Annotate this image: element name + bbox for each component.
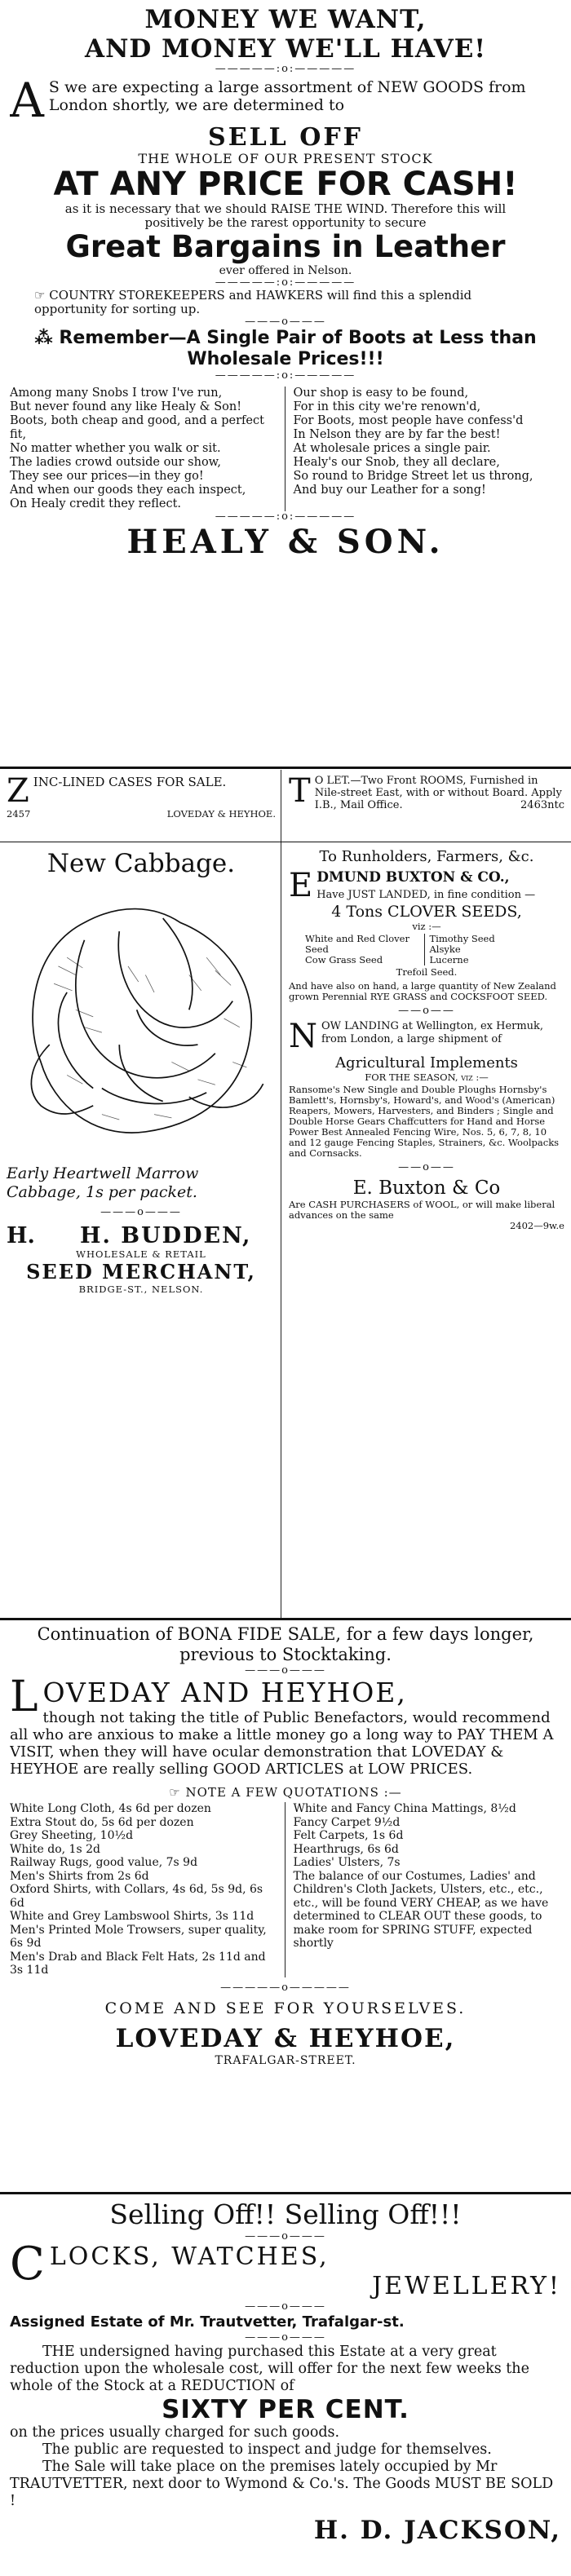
poem-line: At wholesale prices a single pair. bbox=[293, 442, 491, 455]
poem-line: They see our prices—in they go! bbox=[10, 470, 204, 483]
zinc-advert bbox=[7, 775, 276, 840]
jackson-clocks: LOCKS, WATCHES, bbox=[49, 2242, 330, 2271]
seed-item: Cow Grass Seed bbox=[305, 954, 383, 965]
healy-intro-text: S we are expecting a large assortment of NEW GOODS from London shortly, we are determined to bbox=[48, 78, 526, 114]
poem-line: Among many Snobs I trow I've run, bbox=[10, 387, 223, 400]
ornament-divider: —————:o:————— bbox=[215, 63, 356, 75]
buxton-seeds bbox=[305, 934, 548, 965]
drop-cap: E bbox=[289, 869, 313, 902]
zinc-firm: LOVEDAY & HEYHOE. bbox=[166, 808, 276, 820]
cabbage-illustration bbox=[15, 884, 268, 1153]
poem-line: For in this city we're renown'd, bbox=[293, 400, 481, 413]
jackson-sixty: SIXTY PER CENT. bbox=[162, 2395, 409, 2424]
loveday-come: COME AND SEE FOR YOURSELVES. bbox=[104, 1999, 467, 2017]
section-rule bbox=[0, 2192, 571, 2194]
quotation-item: The balance of our Costumes, Ladies' and Children's Cloth Jackets, Ulsters, etc., etc., etc., will be found VERY CHEAP, as we have determined to CLEAR OUT these goods, to make room for SPRING STUFF, expected shortly bbox=[293, 1869, 549, 1950]
loveday-advert bbox=[10, 1624, 561, 2068]
quotation-item: Ladies' Ulsters, 7s bbox=[293, 1856, 401, 1869]
seeds-right bbox=[424, 934, 549, 965]
ornament-divider: ——o—— bbox=[398, 1005, 455, 1017]
ornament-divider: ———o——— bbox=[245, 316, 326, 328]
seed-item: Lucerne bbox=[429, 954, 469, 965]
quotation-item: White Long Cloth, 4s 6d per dozen bbox=[10, 1802, 211, 1815]
quotation-item: White do, 1s 2d bbox=[10, 1842, 100, 1856]
remember-notice: ⁂ Remember—A Single Pair of Boots at Less than Wholesale Prices!!! bbox=[34, 328, 537, 369]
zinc-text: INC-LINED CASES FOR SALE. bbox=[33, 775, 227, 789]
budden-address: BRIDGE-ST., NELSON. bbox=[78, 1284, 204, 1295]
quotation-item: Men's Printed Mole Trowsers, super quality, 6s 9d bbox=[10, 1923, 267, 1950]
seed-item: Alsyke bbox=[429, 943, 461, 955]
drop-cap: C bbox=[10, 2242, 45, 2291]
loveday-title: OVEDAY AND HEYHOE, bbox=[42, 1677, 407, 1708]
sell-off-heading: SELL OFF bbox=[208, 123, 363, 152]
ornament-divider: —————:o:————— bbox=[215, 369, 356, 382]
loveday-note: ☞ NOTE A FEW QUOTATIONS :— bbox=[169, 1785, 402, 1800]
buxton-landed: Have JUST LANDED, in fine condition — bbox=[316, 889, 536, 901]
poem-line: Boots, both cheap and good, and a perfect fit, bbox=[10, 414, 264, 441]
poem-left-column bbox=[10, 387, 285, 511]
drop-cap: Z bbox=[7, 775, 29, 806]
bargains-heading: Great Bargains in Leather bbox=[65, 229, 506, 264]
quotes-right-column bbox=[285, 1802, 562, 1977]
buxton-cash: Are CASH PURCHASERS of WOOL, or will make liberal advances on the same bbox=[289, 1199, 556, 1221]
loveday-intro: though not taking the title of Public Benefactors, would recommend all who are anxious to make a little money go a long way to PAY THEM A VISIT, when they will have ocular demonstration that LOVEDAY & HEYHOE are really selling GOOD ARTICLES at LOW PRICES. bbox=[10, 1709, 554, 1778]
healy-firm: HEALY & SON. bbox=[126, 523, 445, 561]
whole-stock-line: THE WHOLE OF OUR PRESENT STOCK bbox=[138, 151, 433, 166]
loveday-firm: LOVEDAY & HEYHOE, bbox=[115, 2023, 456, 2053]
buxton-to: To Runholders, Farmers, &c. bbox=[319, 848, 534, 865]
budden-name: H. BUDDEN, bbox=[80, 1223, 252, 1248]
to-let-ref: 2463ntc bbox=[520, 799, 564, 811]
buxton-trefoil: Trefoil Seed. bbox=[396, 966, 458, 978]
buxton-implements: Ransome's New Single and Double Ploughs Hornsby's Bamlett's, Hornsby's, Howard's, and Wood's (American) Reapers, Mowers, Harvesters, and Binders ; Single and Double Horse Gears Chaffcutters for Hand and Horse Power Best Annealed Fencing Wire, Nos. 5, 6, 7, 8, 10 and 12 gauge Fencing Staples, Strainers, &c. Woolpacks and Cornsacks. bbox=[289, 1084, 560, 1159]
jackson-p3: The public are requested to inspect and judge for themselves. bbox=[42, 2441, 492, 2458]
poem-line: Our shop is easy to be found, bbox=[293, 387, 469, 400]
quotation-item: Hearthrugs, 6s 6d bbox=[293, 1842, 399, 1856]
quotation-item: White and Grey Lambswool Shirts, 3s 11d bbox=[10, 1910, 255, 1923]
poem-line: In Nelson they are by far the best! bbox=[293, 428, 501, 441]
budden-trade: WHOLESALE & RETAIL bbox=[76, 1248, 206, 1260]
poem-line: But never found any like Healy & Son! bbox=[10, 400, 242, 413]
ornament-divider: ——o—— bbox=[398, 1161, 455, 1173]
ornament-divider: ———o——— bbox=[245, 2300, 326, 2313]
budden-caption: Early Heartwell Marrow Cabbage, 1s per packet. bbox=[7, 1164, 199, 1201]
healy-intro bbox=[10, 78, 561, 121]
buxton-viz: viz :— bbox=[412, 921, 441, 932]
buxton-name: DMUND BUXTON & CO., bbox=[316, 869, 510, 886]
ever-offered: ever offered in Nelson. bbox=[219, 264, 352, 277]
ornament-divider: —————:o:————— bbox=[215, 510, 356, 523]
quotation-item: Oxford Shirts, with Collars, 4s 6d, 5s 9d, 6s 6d bbox=[10, 1883, 263, 1910]
quotation-item: White and Fancy China Mattings, 8½d bbox=[293, 1802, 516, 1815]
buxton-firm: E. Buxton & Co bbox=[352, 1178, 501, 1199]
quotation-item: Felt Carpets, 1s 6d bbox=[293, 1829, 404, 1842]
loveday-quotations bbox=[10, 1802, 561, 1977]
raise-wind-text: as it is necessary that we should RAISE THE WIND. Therefore this will positively be the rarest opportunity to secure bbox=[64, 201, 507, 230]
healy-advert bbox=[10, 5, 561, 562]
poem-line: No matter whether you walk or sit. bbox=[10, 442, 221, 455]
buxton-now-landing: OW LANDING at Wellington, ex Hermuk, from London, a large shipment of bbox=[321, 1020, 544, 1045]
ornament-divider: ———o——— bbox=[245, 1664, 326, 1677]
jackson-advert bbox=[10, 2198, 561, 2546]
poem-line: For Boots, most people have confess'd bbox=[293, 414, 524, 427]
seed-item: White and Red Clover Seed bbox=[305, 933, 409, 955]
poem-line: The ladies crowd outside our show, bbox=[10, 456, 221, 469]
poem-line: So round to Bridge Street let us throng, bbox=[293, 470, 533, 483]
seed-item: Timothy Seed bbox=[429, 933, 495, 944]
quotation-item: Men's Drab and Black Felt Hats, 2s 11d and 3s 11d bbox=[10, 1950, 266, 1977]
buxton-agri: Agricultural Implements bbox=[335, 1054, 518, 1071]
seeds-left bbox=[305, 934, 424, 965]
jackson-p2: on the prices usually charged for such goods. bbox=[10, 2424, 340, 2441]
quotation-item: Fancy Carpet 9½d bbox=[293, 1815, 401, 1829]
budden-advert bbox=[7, 848, 276, 1615]
healy-title-1: MONEY WE WANT, bbox=[144, 5, 427, 34]
loveday-street: TRAFALGAR-STREET. bbox=[215, 2053, 356, 2067]
healy-title-2: AND MONEY WE'LL HAVE! bbox=[85, 34, 486, 64]
buxton-advert bbox=[289, 848, 564, 1615]
poem-right-column bbox=[285, 387, 562, 511]
country-notice: ☞ COUNTRY STOREKEEPERS and HAWKERS will find this a splendid opportunity for sorting up. bbox=[34, 288, 472, 316]
quotation-item: Extra Stout do, 5s 6d per dozen bbox=[10, 1815, 194, 1829]
to-let-advert bbox=[289, 775, 564, 840]
quotation-item: Men's Shirts from 2s 6d bbox=[10, 1869, 149, 1883]
healy-poem bbox=[10, 387, 561, 511]
quotation-item: Grey Sheeting, 10½d bbox=[10, 1829, 134, 1842]
quotes-left-column bbox=[10, 1802, 285, 1977]
jackson-p1: THE undersigned having purchased this Estate at a very great reduction upon the wholesale cost, will offer for the next few weeks the whole of the Stock at a REDUCTION of bbox=[10, 2344, 529, 2394]
ornament-divider: ———o——— bbox=[245, 2230, 326, 2242]
buxton-also: And have also on hand, a large quantity of New Zealand grown Perennial RYE GRASS and COCKSFOOT SEED. bbox=[289, 980, 556, 1002]
jackson-firm: H. D. JACKSON, bbox=[313, 2516, 561, 2545]
jackson-estate: Assigned Estate of Mr. Trautvetter, Trafalgar-st. bbox=[10, 2313, 405, 2331]
loveday-continuation: Continuation of BONA FIDE SALE, for a few days longer, previous to Stocktaking. bbox=[37, 1624, 534, 1664]
drop-cap: L bbox=[10, 1677, 38, 1721]
jackson-jewellery: JEWELLERY! bbox=[372, 2272, 561, 2300]
budden-merchant: SEED MERCHANT, bbox=[26, 1260, 256, 1284]
buxton-clover: 4 Tons CLOVER SEEDS, bbox=[331, 903, 522, 921]
to-let-text: O LET.—Two Front ROOMS, Furnished in Nile-street East, with or without Board. Apply I.B., Mail Office. bbox=[314, 775, 562, 811]
zinc-ref: 2457 bbox=[7, 808, 31, 820]
drop-cap: N bbox=[289, 1020, 317, 1051]
drop-cap: A bbox=[10, 78, 44, 121]
budden-initial: H. bbox=[7, 1223, 35, 1248]
jackson-selling: Selling Off!! Selling Off!!! bbox=[109, 2198, 462, 2230]
any-price-heading: AT ANY PRICE FOR CASH! bbox=[53, 166, 518, 203]
drop-cap: T bbox=[289, 775, 311, 810]
section-rule bbox=[0, 767, 571, 769]
jackson-p4: The Sale will take place on the premises lately occupied by Mr TRAUTVETTER, next door to Wymond & Co.'s. The Goods MUST BE SOLD ! bbox=[10, 2459, 554, 2509]
ornament-divider: —————o————— bbox=[220, 1981, 351, 1994]
buxton-season: FOR THE SEASON, viz :— bbox=[365, 1071, 489, 1083]
poem-line: And buy our Leather for a song! bbox=[293, 484, 486, 497]
ornament-divider: ———o——— bbox=[245, 2331, 326, 2344]
poem-line: Healy's our Snob, they all declare, bbox=[293, 456, 500, 469]
budden-headline: New Cabbage. bbox=[46, 849, 236, 878]
poem-line: And when our goods they each inspect, bbox=[10, 484, 246, 497]
section-rule bbox=[0, 1618, 571, 1620]
ornament-divider: —————:o:————— bbox=[215, 276, 356, 289]
poem-line: On Healy credit they reflect. bbox=[10, 497, 182, 510]
ornament-divider: ———o——— bbox=[100, 1206, 182, 1218]
buxton-ref: 2402—9w.e bbox=[509, 1220, 564, 1231]
quotation-item: Railway Rugs, good value, 7s 9d bbox=[10, 1856, 198, 1869]
